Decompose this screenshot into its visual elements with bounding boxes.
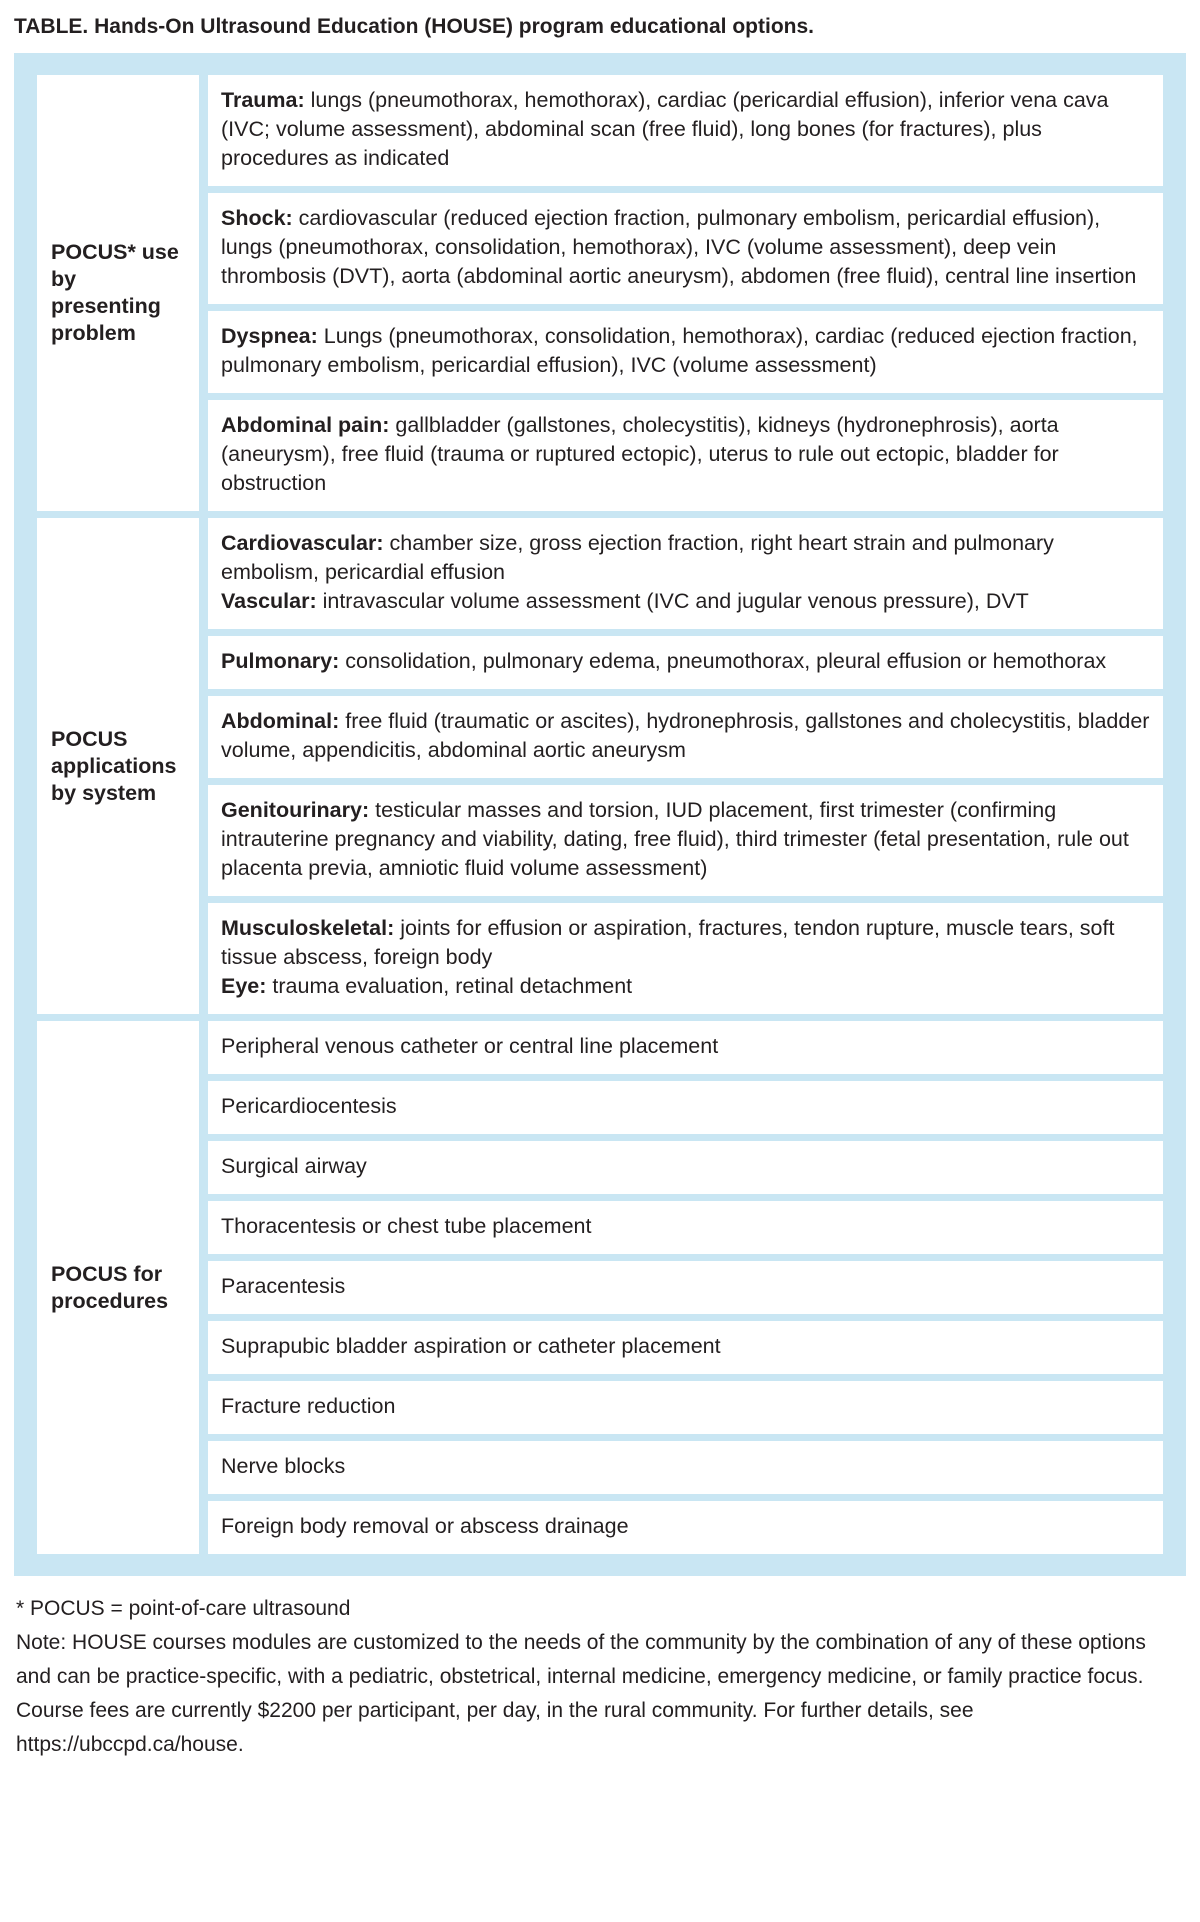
table-cell (208, 518, 1163, 629)
table-cell (208, 75, 1163, 186)
cell-body-text: Lungs (pneumothorax, consolidation, hemothorax), cardiac (reduced ejection fraction, pulmonary embolism, pericardial effusion), IVC (volume assessment) (221, 324, 1138, 377)
cell-text (221, 914, 1150, 972)
table-cell (208, 1381, 1163, 1434)
cell-text (221, 1212, 1150, 1241)
cell-lead-label: Shock: (221, 206, 293, 230)
table-cell (208, 903, 1163, 1014)
cell-text (221, 972, 1150, 1001)
table-cell (208, 636, 1163, 689)
row-group-header-label: POCUS for procedures (51, 1261, 169, 1313)
table-cell (208, 1441, 1163, 1494)
cell-text (221, 796, 1150, 883)
cell-body-text: lungs (pneumothorax, hemothorax), cardiac (pericardial effusion), inferior vena cava (IVC; volume assessment), abdominal scan (free fluid), long bones (for fractures), plus procedures as indicated (221, 88, 1109, 170)
cell-body-text: cardiovascular (reduced ejection fraction, pulmonary embolism, pericardial effusion), lungs (pneumothorax, consolidation, hemothorax), IVC (volume assessment), deep vein thrombosis (DVT), aorta (abdominal aortic aneurysm), abdomen (free fluid), central line insertion (221, 206, 1137, 288)
cell-body-text: consolidation, pulmonary edema, pneumothorax, pleural effusion or hemothorax (339, 649, 1107, 673)
table-title-label: TABLE. (14, 15, 89, 38)
table-cell (208, 1261, 1163, 1314)
cell-text (221, 529, 1150, 587)
cell-body-text: trauma evaluation, retinal detachment (266, 974, 633, 998)
cell-body-text: Suprapubic bladder aspiration or catheter placement (221, 1334, 721, 1358)
table-cell (208, 1141, 1163, 1194)
cell-body-text: Fracture reduction (221, 1394, 396, 1418)
table-cell (208, 1321, 1163, 1374)
table-cell (208, 785, 1163, 896)
cell-body-text: free fluid (traumatic or ascites), hydronephrosis, gallstones and cholecystitis, bladder volume, appendicitis, abdominal aortic aneurysm (221, 709, 1150, 762)
table-cell (208, 311, 1163, 393)
footnote-abbreviation: * POCUS = point-of-care ultrasound (16, 1597, 351, 1620)
cell-lead-label: Abdominal pain: (221, 413, 390, 437)
cell-lead-label: Abdominal: (221, 709, 340, 733)
cell-body-text: Paracentesis (221, 1274, 346, 1298)
cell-body-text: Thoracentesis or chest tube placement (221, 1214, 592, 1238)
cell-body-text: Nerve blocks (221, 1454, 346, 1478)
cell-text (221, 1452, 1150, 1481)
cell-text (221, 411, 1150, 498)
cell-text (221, 1272, 1150, 1301)
row-group-header (37, 1021, 199, 1554)
cell-body-text: testicular masses and torsion, IUD placement, first trimester (confirming intrauterine pregnancy and viability, dating, free fluid), third trimester (fetal presentation, rule out placenta previa, amniotic fluid volume assessment) (221, 798, 1129, 880)
cell-text (221, 1092, 1150, 1121)
cell-lead-label: Vascular: (221, 589, 317, 613)
cell-text (221, 86, 1150, 173)
table-title (14, 14, 1186, 40)
cell-text (221, 587, 1150, 616)
table-cell (208, 1081, 1163, 1134)
row-group-header-label: POCUS* use by presenting problem (51, 240, 179, 345)
cell-body-text: Surgical airway (221, 1154, 367, 1178)
cell-lead-label: Pulmonary: (221, 649, 340, 673)
table-cell (208, 193, 1163, 304)
table-cell (208, 696, 1163, 778)
cell-text (221, 647, 1150, 676)
row-group-header-label: POCUS applications by system (51, 726, 177, 805)
cell-body-text: Foreign body removal or abscess drainage (221, 1514, 629, 1538)
cell-lead-label: Genitourinary: (221, 798, 370, 822)
house-table (14, 53, 1186, 1576)
cell-text (221, 1032, 1150, 1061)
cell-lead-label: Musculoskeletal: (221, 916, 395, 940)
table-cell (208, 400, 1163, 511)
table-title-text: Hands-On Ultrasound Education (HOUSE) program educational options. (94, 15, 814, 38)
cell-body-text: gallbladder (gallstones, cholecystitis), kidneys (hydronephrosis), aorta (aneurysm), free fluid (trauma or ruptured ectopic), uterus to rule out ectopic, bladder for obstruction (221, 413, 1059, 495)
cell-body-text: joints for effusion or aspiration, fractures, tendon rupture, muscle tears, soft tissue abscess, foreign body (221, 916, 1115, 969)
cell-lead-label: Trauma: (221, 88, 305, 112)
table-cell (208, 1201, 1163, 1254)
row-group-header (37, 518, 199, 1014)
footnote-note: Note: HOUSE courses modules are customized to the needs of the community by the combination of any of these options and can be practice-specific, with a pediatric, obstetrical, internal medicine, emergency medicine, or family practice focus. Course fees are currently $2200 per participant, per day, in the rural community. For further details, see https://ubccpd.ca/house. (16, 1631, 1146, 1756)
cell-text (221, 322, 1150, 380)
table-cell (208, 1021, 1163, 1074)
table-cell (208, 1501, 1163, 1554)
cell-body-text: chamber size, gross ejection fraction, right heart strain and pulmonary embolism, pericardial effusion (221, 531, 1054, 584)
cell-lead-label: Cardiovascular: (221, 531, 384, 555)
cell-text (221, 204, 1150, 291)
footnotes (16, 1592, 1184, 1762)
cell-text (221, 1392, 1150, 1421)
cell-text (221, 1152, 1150, 1181)
cell-body-text: Pericardiocentesis (221, 1094, 397, 1118)
cell-lead-label: Eye: (221, 974, 267, 998)
cell-lead-label: Dyspnea: (221, 324, 318, 348)
cell-text (221, 1332, 1150, 1361)
cell-text (221, 1512, 1150, 1541)
row-group-header (37, 75, 199, 511)
cell-body-text: intravascular volume assessment (IVC and jugular venous pressure), DVT (316, 589, 1029, 613)
cell-body-text: Peripheral venous catheter or central line placement (221, 1034, 719, 1058)
cell-text (221, 707, 1150, 765)
